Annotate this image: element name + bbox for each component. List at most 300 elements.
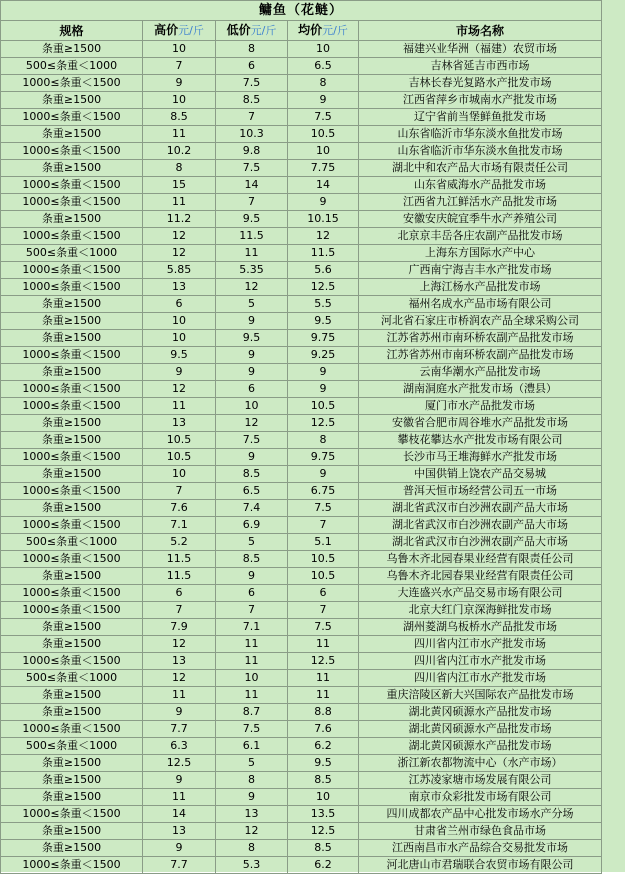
header-market: 市场名称 <box>359 21 602 41</box>
cell-high-price: 9 <box>143 772 216 789</box>
cell-avg-price: 11 <box>288 687 359 704</box>
cell-low-price: 9 <box>216 568 288 585</box>
cell-avg-price: 10.15 <box>288 211 359 228</box>
table-row <box>1 211 602 228</box>
table-row <box>1 857 602 874</box>
header-low <box>216 21 288 41</box>
cell-low-price: 7.4 <box>216 500 288 517</box>
cell-spec: 条重≥1500 <box>1 432 143 449</box>
cell-avg-price: 9 <box>288 364 359 381</box>
cell-low-price: 12 <box>216 279 288 296</box>
cell-spec: 500≤条重＜1000 <box>1 58 143 75</box>
cell-low-price: 6.1 <box>216 738 288 755</box>
table-row <box>1 415 602 432</box>
cell-spec: 条重≥1500 <box>1 789 143 806</box>
table-row <box>1 330 602 347</box>
cell-low-price: 6 <box>216 381 288 398</box>
cell-spec: 500≤条重＜1000 <box>1 245 143 262</box>
cell-avg-price: 10 <box>288 789 359 806</box>
cell-market-name: 攀枝花攀达水产批发市场有限公司 <box>359 432 602 449</box>
table-row <box>1 109 602 126</box>
cell-low-price: 9.8 <box>216 143 288 160</box>
table-row <box>1 568 602 585</box>
cell-high-price: 12.5 <box>143 755 216 772</box>
cell-high-price: 7.1 <box>143 517 216 534</box>
cell-high-price: 11 <box>143 398 216 415</box>
header-avg-unit: 元/斤 <box>322 24 348 37</box>
cell-spec: 1000≤条重＜1500 <box>1 75 143 92</box>
table-row <box>1 296 602 313</box>
cell-spec: 1000≤条重＜1500 <box>1 857 143 874</box>
cell-market-name: 湖北中和农产品大市场有限责任公司 <box>359 160 602 177</box>
cell-low-price: 11 <box>216 687 288 704</box>
cell-low-price: 7.5 <box>216 75 288 92</box>
cell-spec: 500≤条重＜1000 <box>1 670 143 687</box>
cell-high-price: 7.9 <box>143 619 216 636</box>
cell-avg-price: 12.5 <box>288 279 359 296</box>
cell-spec: 条重≥1500 <box>1 364 143 381</box>
cell-spec: 1000≤条重＜1500 <box>1 602 143 619</box>
cell-spec: 条重≥1500 <box>1 41 143 58</box>
cell-spec: 条重≥1500 <box>1 568 143 585</box>
table-row <box>1 517 602 534</box>
cell-low-price: 8.5 <box>216 551 288 568</box>
cell-high-price: 14 <box>143 806 216 823</box>
cell-spec: 条重≥1500 <box>1 313 143 330</box>
table-row <box>1 653 602 670</box>
cell-avg-price: 5.5 <box>288 296 359 313</box>
table-row <box>1 772 602 789</box>
cell-spec: 1000≤条重＜1500 <box>1 517 143 534</box>
cell-high-price: 10 <box>143 92 216 109</box>
cell-low-price: 6 <box>216 58 288 75</box>
cell-market-name: 中国供销上饶农产品交易城 <box>359 466 602 483</box>
cell-market-name: 乌鲁木齐北园春果业经营有限责任公司 <box>359 551 602 568</box>
cell-low-price: 7 <box>216 602 288 619</box>
cell-low-price: 10 <box>216 398 288 415</box>
cell-spec: 条重≥1500 <box>1 840 143 857</box>
cell-high-price: 11 <box>143 789 216 806</box>
cell-avg-price: 10 <box>288 143 359 160</box>
cell-market-name: 广西南宁海吉丰水产批发市场 <box>359 262 602 279</box>
cell-avg-price: 7.5 <box>288 109 359 126</box>
table-row <box>1 313 602 330</box>
cell-avg-price: 9 <box>288 92 359 109</box>
cell-avg-price: 7.5 <box>288 619 359 636</box>
cell-spec: 1000≤条重＜1500 <box>1 177 143 194</box>
cell-high-price: 9 <box>143 840 216 857</box>
table-row <box>1 806 602 823</box>
cell-market-name: 河北省石家庄市桥润农产品全球采购公司 <box>359 313 602 330</box>
table-row <box>1 364 602 381</box>
cell-low-price: 7.1 <box>216 619 288 636</box>
cell-high-price: 12 <box>143 381 216 398</box>
cell-avg-price: 6.2 <box>288 738 359 755</box>
table-row <box>1 177 602 194</box>
cell-low-price: 9 <box>216 789 288 806</box>
cell-high-price: 15 <box>143 177 216 194</box>
cell-high-price: 5.85 <box>143 262 216 279</box>
cell-low-price: 5.3 <box>216 857 288 874</box>
cell-avg-price: 10.5 <box>288 126 359 143</box>
cell-market-name: 湖北省武汉市白沙洲农副产品大市场 <box>359 500 602 517</box>
cell-market-name: 湖北省武汉市白沙洲农副产品大市场 <box>359 517 602 534</box>
cell-high-price: 9 <box>143 75 216 92</box>
cell-high-price: 10 <box>143 330 216 347</box>
table-row <box>1 636 602 653</box>
cell-high-price: 13 <box>143 653 216 670</box>
cell-high-price: 8 <box>143 160 216 177</box>
cell-spec: 1000≤条重＜1500 <box>1 483 143 500</box>
cell-market-name: 普洱天恒市场经营公司五一市场 <box>359 483 602 500</box>
cell-low-price: 11 <box>216 636 288 653</box>
cell-market-name: 湖北黄冈硕源水产品批发市场 <box>359 721 602 738</box>
cell-avg-price: 9 <box>288 381 359 398</box>
cell-market-name: 安徽安庆皖宜季牛水产养殖公司 <box>359 211 602 228</box>
cell-market-name: 吉林长春光复路水产批发市场 <box>359 75 602 92</box>
cell-low-price: 11 <box>216 653 288 670</box>
header-high-unit: 元/斤 <box>178 24 204 37</box>
cell-low-price: 9.5 <box>216 211 288 228</box>
header-avg-label: 均价 <box>298 23 323 37</box>
cell-low-price: 9 <box>216 347 288 364</box>
cell-high-price: 7.7 <box>143 721 216 738</box>
cell-high-price: 8.5 <box>143 109 216 126</box>
cell-spec: 500≤条重＜1000 <box>1 534 143 551</box>
table-row <box>1 483 602 500</box>
cell-avg-price: 8.5 <box>288 772 359 789</box>
cell-high-price: 13 <box>143 823 216 840</box>
cell-high-price: 7.6 <box>143 500 216 517</box>
cell-avg-price: 6.5 <box>288 58 359 75</box>
table-row <box>1 704 602 721</box>
cell-high-price: 13 <box>143 279 216 296</box>
cell-market-name: 湖北黄冈硕源水产品批发市场 <box>359 738 602 755</box>
cell-low-price: 9 <box>216 449 288 466</box>
cell-spec: 条重≥1500 <box>1 687 143 704</box>
cell-avg-price: 6.75 <box>288 483 359 500</box>
cell-high-price: 10 <box>143 313 216 330</box>
cell-avg-price: 10.5 <box>288 551 359 568</box>
table-row <box>1 534 602 551</box>
cell-high-price: 12 <box>143 228 216 245</box>
cell-spec: 1000≤条重＜1500 <box>1 449 143 466</box>
cell-avg-price: 12.5 <box>288 653 359 670</box>
cell-spec: 1000≤条重＜1500 <box>1 347 143 364</box>
cell-spec: 1000≤条重＜1500 <box>1 279 143 296</box>
cell-avg-price: 10 <box>288 41 359 58</box>
cell-market-name: 辽宁省前当堡鲜鱼批发市场 <box>359 109 602 126</box>
cell-market-name: 山东省临沂市华东淡水鱼批发市场 <box>359 143 602 160</box>
table-row <box>1 160 602 177</box>
cell-spec: 1000≤条重＜1500 <box>1 551 143 568</box>
table-row <box>1 840 602 857</box>
cell-spec: 条重≥1500 <box>1 160 143 177</box>
cell-market-name: 湖州菱湖乌板桥水产品批发市场 <box>359 619 602 636</box>
table-row <box>1 585 602 602</box>
cell-market-name: 甘肃省兰州市绿色食品市场 <box>359 823 602 840</box>
header-low-unit: 元/斤 <box>250 24 277 37</box>
cell-spec: 1000≤条重＜1500 <box>1 653 143 670</box>
header-low-label: 低价 <box>226 23 251 37</box>
cell-avg-price: 10.5 <box>288 568 359 585</box>
table-row <box>1 687 602 704</box>
cell-spec: 条重≥1500 <box>1 619 143 636</box>
cell-market-name: 江西省萍乡市城南水产批发市场 <box>359 92 602 109</box>
cell-high-price: 7 <box>143 602 216 619</box>
cell-avg-price: 9.5 <box>288 313 359 330</box>
cell-low-price: 9.5 <box>216 330 288 347</box>
table-row <box>1 75 602 92</box>
cell-market-name: 吉林省延吉市西市场 <box>359 58 602 75</box>
cell-low-price: 6.5 <box>216 483 288 500</box>
cell-high-price: 6 <box>143 585 216 602</box>
cell-spec: 1000≤条重＜1500 <box>1 585 143 602</box>
cell-avg-price: 8 <box>288 432 359 449</box>
cell-avg-price: 8 <box>288 75 359 92</box>
cell-avg-price: 12 <box>288 228 359 245</box>
table-body <box>1 41 602 874</box>
table-row <box>1 823 602 840</box>
cell-spec: 1000≤条重＜1500 <box>1 109 143 126</box>
cell-market-name: 江西南昌市水产品综合交易批发市场 <box>359 840 602 857</box>
cell-high-price: 11.2 <box>143 211 216 228</box>
table-row <box>1 126 602 143</box>
cell-high-price: 7.7 <box>143 857 216 874</box>
cell-high-price: 9.5 <box>143 347 216 364</box>
cell-low-price: 9 <box>216 364 288 381</box>
cell-low-price: 7.5 <box>216 721 288 738</box>
cell-market-name: 云南华潮水产品批发市场 <box>359 364 602 381</box>
cell-market-name: 福建兴业华洲（福建）农贸市场 <box>359 41 602 58</box>
cell-low-price: 7 <box>216 194 288 211</box>
cell-market-name: 四川省内江市水产批发市场 <box>359 636 602 653</box>
cell-market-name: 浙江新农都物流中心（水产市场） <box>359 755 602 772</box>
cell-spec: 1000≤条重＜1500 <box>1 262 143 279</box>
cell-low-price: 5 <box>216 755 288 772</box>
cell-high-price: 6.3 <box>143 738 216 755</box>
cell-spec: 1000≤条重＜1500 <box>1 721 143 738</box>
cell-avg-price: 12.5 <box>288 823 359 840</box>
cell-avg-price: 9.25 <box>288 347 359 364</box>
table-row <box>1 228 602 245</box>
cell-market-name: 安徽省合肥市周谷堆水产品批发市场 <box>359 415 602 432</box>
cell-avg-price: 10.5 <box>288 398 359 415</box>
cell-avg-price: 11.5 <box>288 245 359 262</box>
cell-market-name: 四川省内江市水产批发市场 <box>359 653 602 670</box>
cell-market-name: 大连盛兴水产品交易市场有限公司 <box>359 585 602 602</box>
cell-avg-price: 7.6 <box>288 721 359 738</box>
cell-spec: 1000≤条重＜1500 <box>1 143 143 160</box>
cell-low-price: 6 <box>216 585 288 602</box>
cell-high-price: 5.2 <box>143 534 216 551</box>
cell-spec: 条重≥1500 <box>1 704 143 721</box>
cell-market-name: 南京市众彩批发市场有限公司 <box>359 789 602 806</box>
cell-high-price: 11.5 <box>143 568 216 585</box>
cell-market-name: 厦门市水产品批发市场 <box>359 398 602 415</box>
cell-spec: 条重≥1500 <box>1 415 143 432</box>
cell-low-price: 8.5 <box>216 466 288 483</box>
cell-market-name: 四川省内江市水产批发市场 <box>359 670 602 687</box>
cell-avg-price: 9.5 <box>288 755 359 772</box>
cell-spec: 条重≥1500 <box>1 211 143 228</box>
table-row <box>1 194 602 211</box>
cell-low-price: 10 <box>216 670 288 687</box>
table-row <box>1 670 602 687</box>
table-row <box>1 92 602 109</box>
cell-avg-price: 7.5 <box>288 500 359 517</box>
table-row <box>1 738 602 755</box>
header-spec: 规格 <box>1 21 143 41</box>
cell-spec: 1000≤条重＜1500 <box>1 381 143 398</box>
cell-avg-price: 13.5 <box>288 806 359 823</box>
header-row <box>1 21 602 41</box>
cell-spec: 条重≥1500 <box>1 500 143 517</box>
table-row <box>1 398 602 415</box>
cell-avg-price: 7 <box>288 602 359 619</box>
table-row <box>1 143 602 160</box>
table-row <box>1 432 602 449</box>
cell-spec: 1000≤条重＜1500 <box>1 228 143 245</box>
table-row <box>1 245 602 262</box>
cell-high-price: 10 <box>143 466 216 483</box>
cell-low-price: 11.5 <box>216 228 288 245</box>
cell-high-price: 12 <box>143 636 216 653</box>
cell-low-price: 8 <box>216 840 288 857</box>
cell-high-price: 11.5 <box>143 551 216 568</box>
cell-avg-price: 5.6 <box>288 262 359 279</box>
cell-spec: 条重≥1500 <box>1 823 143 840</box>
cell-high-price: 6 <box>143 296 216 313</box>
cell-spec: 1000≤条重＜1500 <box>1 806 143 823</box>
cell-low-price: 13 <box>216 806 288 823</box>
cell-spec: 500≤条重＜1000 <box>1 738 143 755</box>
cell-market-name: 山东省威海水产品批发市场 <box>359 177 602 194</box>
header-high-label: 高价 <box>154 23 179 37</box>
table-row <box>1 602 602 619</box>
cell-low-price: 5 <box>216 534 288 551</box>
cell-market-name: 湖北黄冈硕源水产品批发市场 <box>359 704 602 721</box>
cell-spec: 1000≤条重＜1500 <box>1 194 143 211</box>
cell-avg-price: 7 <box>288 517 359 534</box>
cell-spec: 1000≤条重＜1500 <box>1 398 143 415</box>
cell-high-price: 11 <box>143 687 216 704</box>
cell-market-name: 山东省临沂市华东淡水鱼批发市场 <box>359 126 602 143</box>
cell-market-name: 江苏省苏州市南环桥农副产品批发市场 <box>359 330 602 347</box>
cell-avg-price: 9 <box>288 194 359 211</box>
cell-spec: 条重≥1500 <box>1 330 143 347</box>
cell-low-price: 5 <box>216 296 288 313</box>
table-row <box>1 466 602 483</box>
table-row <box>1 279 602 296</box>
cell-market-name: 乌鲁木齐北园春果业经营有限责任公司 <box>359 568 602 585</box>
title-row <box>1 1 602 21</box>
cell-market-name: 重庆涪陵区新大兴国际农产品批发市场 <box>359 687 602 704</box>
table-row <box>1 58 602 75</box>
cell-market-name: 福州名成水产品市场有限公司 <box>359 296 602 313</box>
cell-market-name: 上海江杨水产品批发市场 <box>359 279 602 296</box>
table-row <box>1 721 602 738</box>
cell-avg-price: 14 <box>288 177 359 194</box>
cell-low-price: 8 <box>216 41 288 58</box>
cell-spec: 条重≥1500 <box>1 92 143 109</box>
cell-market-name: 江西省九江鲜活水产品批发市场 <box>359 194 602 211</box>
cell-high-price: 9 <box>143 364 216 381</box>
cell-low-price: 11 <box>216 245 288 262</box>
cell-spec: 条重≥1500 <box>1 636 143 653</box>
cell-high-price: 10.2 <box>143 143 216 160</box>
table-row <box>1 347 602 364</box>
cell-avg-price: 6 <box>288 585 359 602</box>
table-row <box>1 789 602 806</box>
cell-low-price: 8.7 <box>216 704 288 721</box>
table-row <box>1 449 602 466</box>
cell-low-price: 7 <box>216 109 288 126</box>
cell-high-price: 13 <box>143 415 216 432</box>
cell-market-name: 上海东方国际水产中心 <box>359 245 602 262</box>
cell-spec: 条重≥1500 <box>1 466 143 483</box>
cell-spec: 条重≥1500 <box>1 755 143 772</box>
header-avg <box>288 21 359 41</box>
cell-market-name: 湖南洞庭水产批发市场（澧县） <box>359 381 602 398</box>
cell-high-price: 12 <box>143 245 216 262</box>
table-row <box>1 619 602 636</box>
cell-spec: 条重≥1500 <box>1 772 143 789</box>
cell-avg-price: 8.5 <box>288 840 359 857</box>
cell-spec: 条重≥1500 <box>1 126 143 143</box>
cell-market-name: 江苏省苏州市南环桥农副产品批发市场 <box>359 347 602 364</box>
cell-low-price: 6.9 <box>216 517 288 534</box>
cell-low-price: 14 <box>216 177 288 194</box>
cell-high-price: 11 <box>143 194 216 211</box>
cell-high-price: 9 <box>143 704 216 721</box>
cell-market-name: 北京京丰岳各庄农副产品批发市场 <box>359 228 602 245</box>
cell-low-price: 12 <box>216 823 288 840</box>
cell-avg-price: 7.75 <box>288 160 359 177</box>
cell-low-price: 12 <box>216 415 288 432</box>
cell-avg-price: 8.8 <box>288 704 359 721</box>
cell-market-name: 湖北省武汉市白沙洲农副产品大市场 <box>359 534 602 551</box>
cell-market-name: 四川成都农产品中心批发市场水产分场 <box>359 806 602 823</box>
cell-avg-price: 9.75 <box>288 330 359 347</box>
cell-market-name: 江苏凌家塘市场发展有限公司 <box>359 772 602 789</box>
cell-market-name: 河北唐山市君瑞联合农贸市场有限公司 <box>359 857 602 874</box>
table-row <box>1 551 602 568</box>
cell-high-price: 12 <box>143 670 216 687</box>
cell-high-price: 7 <box>143 58 216 75</box>
table-row <box>1 500 602 517</box>
cell-avg-price: 5.1 <box>288 534 359 551</box>
cell-avg-price: 6.2 <box>288 857 359 874</box>
cell-avg-price: 11 <box>288 670 359 687</box>
cell-low-price: 8 <box>216 772 288 789</box>
cell-high-price: 10 <box>143 41 216 58</box>
cell-market-name: 长沙市马王堆海鲜水产批发市场 <box>359 449 602 466</box>
table-row <box>1 755 602 772</box>
cell-high-price: 10.5 <box>143 449 216 466</box>
table-title: 鳙鱼（花鲢） <box>1 1 602 21</box>
cell-low-price: 5.35 <box>216 262 288 279</box>
cell-high-price: 10.5 <box>143 432 216 449</box>
cell-avg-price: 9.75 <box>288 449 359 466</box>
table-row <box>1 262 602 279</box>
cell-low-price: 7.5 <box>216 160 288 177</box>
cell-market-name: 北京大红门京深海鲜批发市场 <box>359 602 602 619</box>
cell-high-price: 11 <box>143 126 216 143</box>
cell-spec: 条重≥1500 <box>1 296 143 313</box>
cell-avg-price: 12.5 <box>288 415 359 432</box>
table-row <box>1 41 602 58</box>
